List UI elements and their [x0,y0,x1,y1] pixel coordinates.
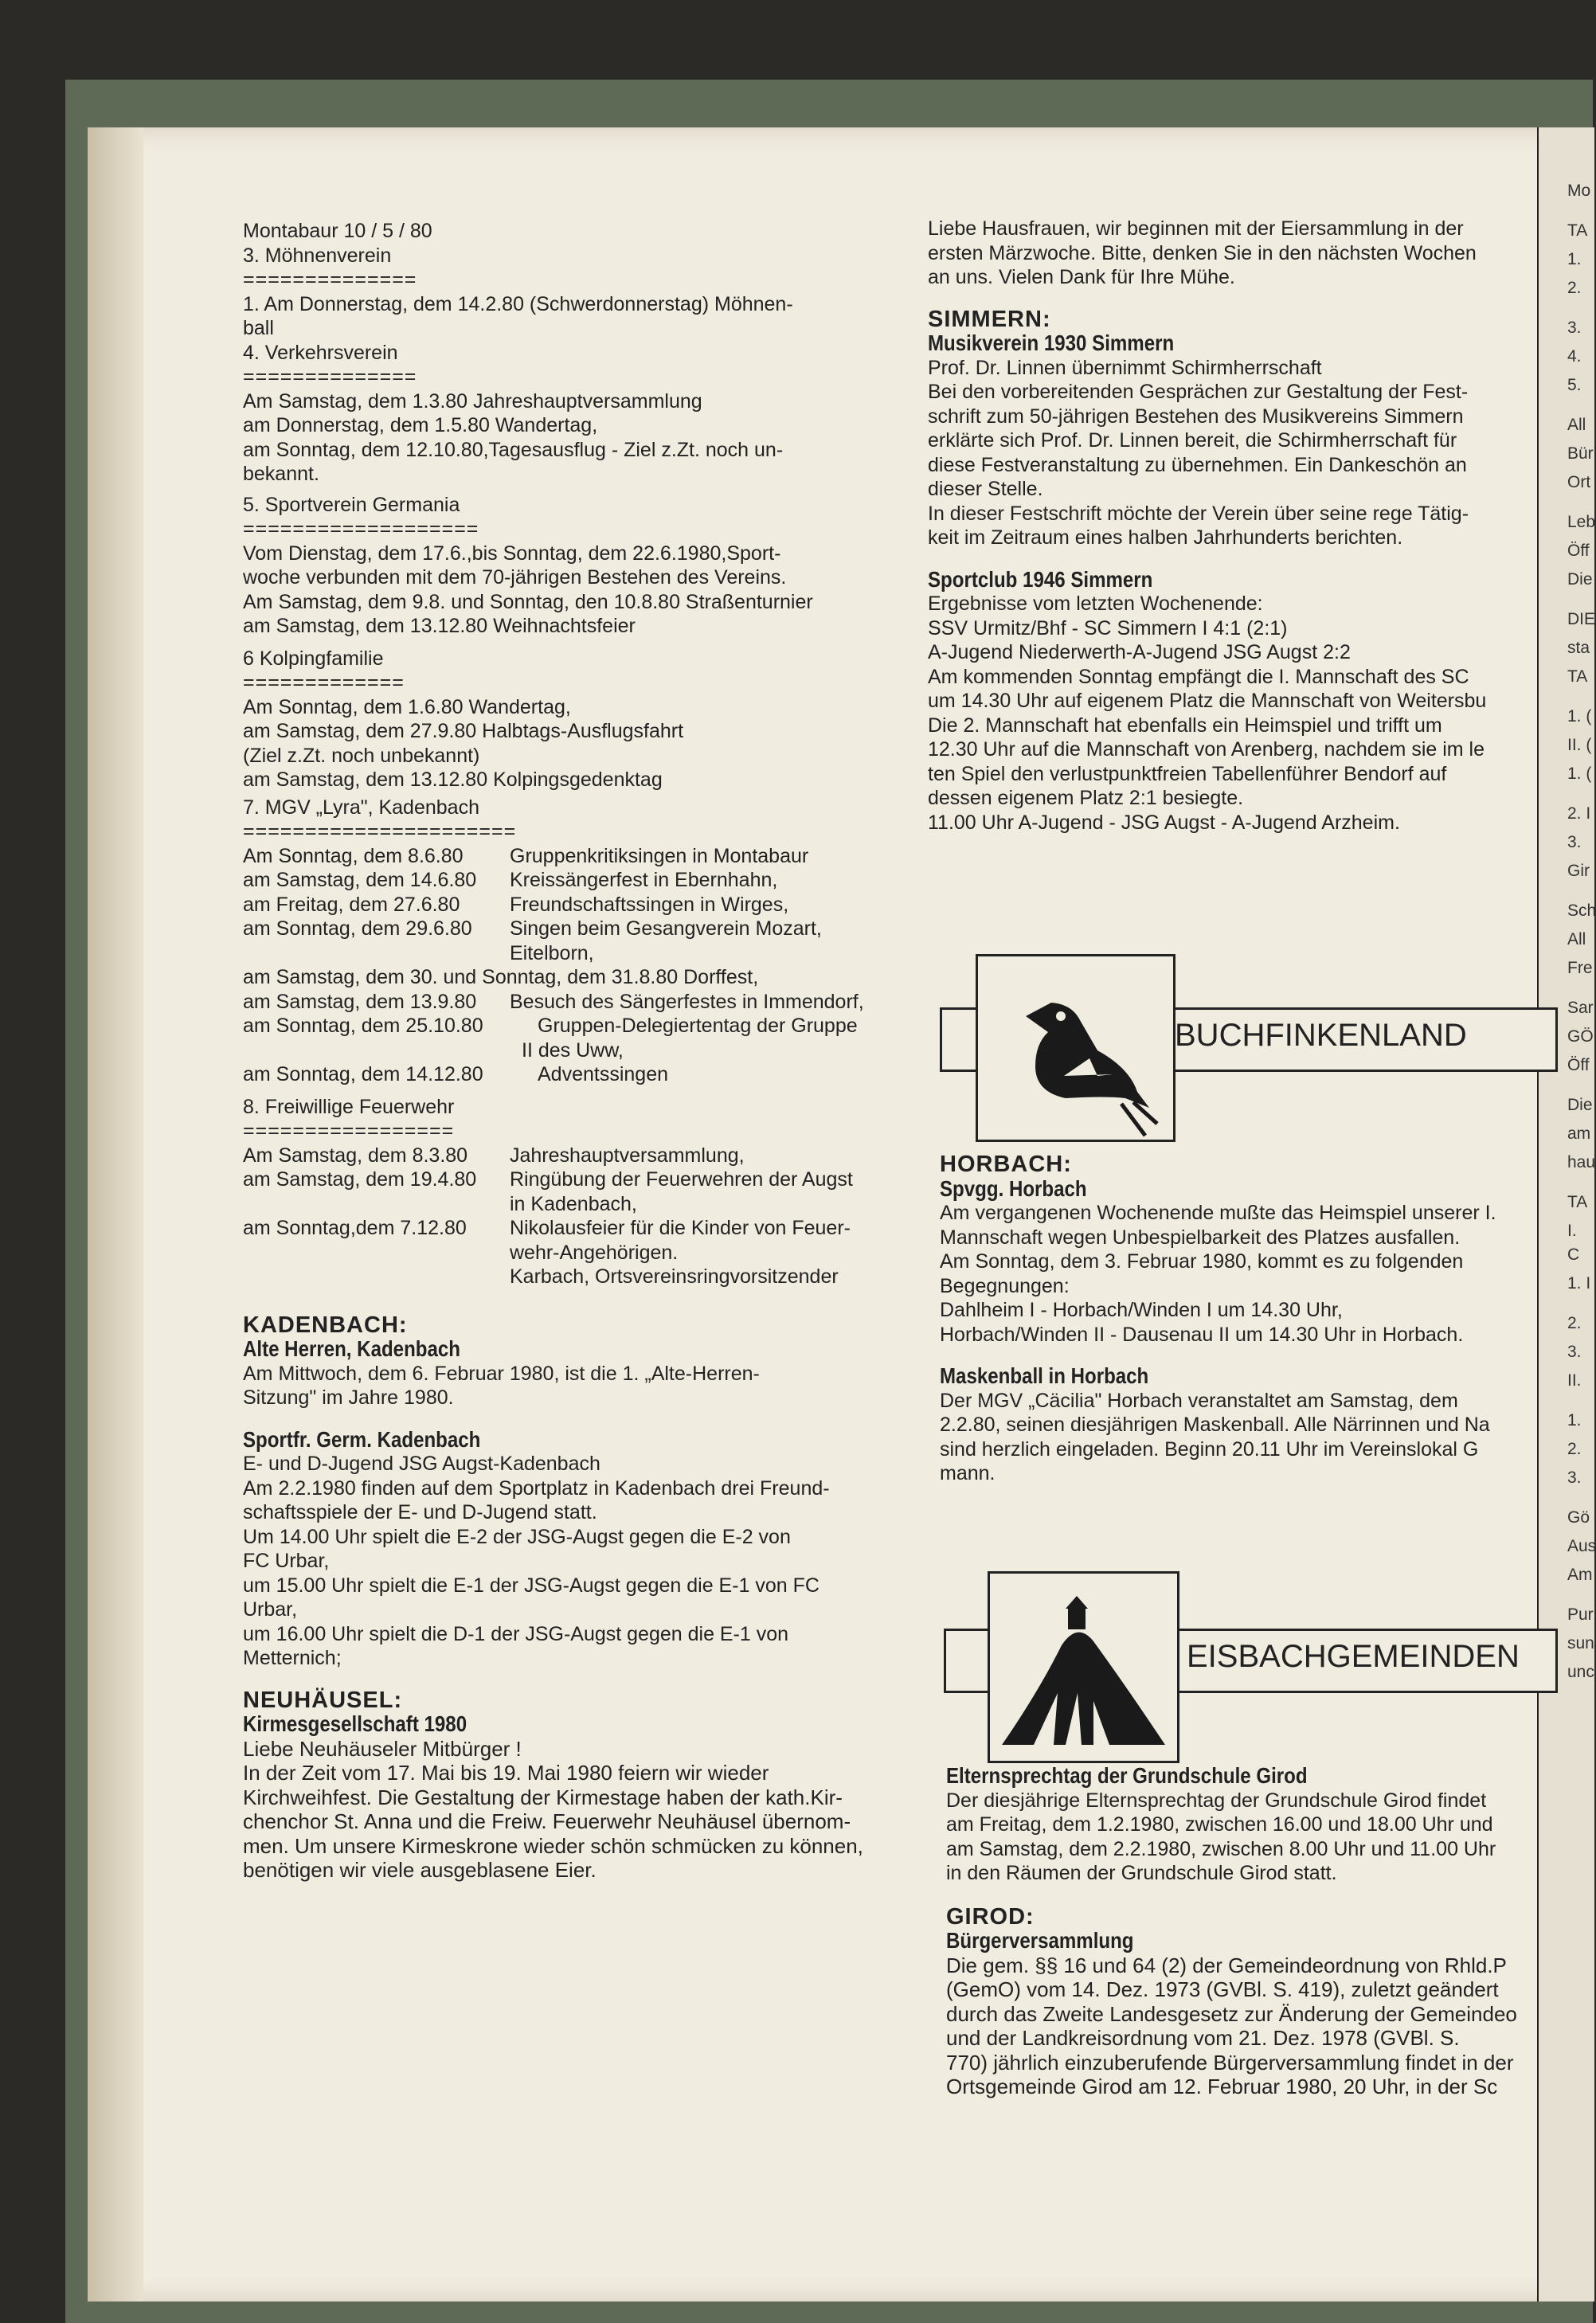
edge-fragment: Die [1567,1096,1593,1114]
section-rule: =================== [243,518,479,540]
row-date: am Samstag, dem 14.6.80 [243,869,477,891]
edge-fragment: Aus [1567,1537,1596,1555]
schedule-row [243,844,936,869]
logo-label: BUCHFINKENLAND [1175,1018,1467,1053]
logo-emblem [988,1571,1179,1763]
article-heading: Alte Herren, Kadenbach [243,1336,460,1361]
edge-fragment: am [1567,1124,1591,1143]
text-line: dieser Stelle. [928,478,1043,500]
section-title: 6 Kolpingfamilie [243,647,384,670]
text-line: durch das Zweite Landesgesetz zur Änderung der Gemeindeo [946,2001,1517,2026]
text-line: ball [243,317,274,339]
left-column [243,219,936,1883]
row-date: Am Sonntag, dem 8.6.80 [243,844,464,867]
section-title: 3. Möhnenverein [243,244,392,267]
row-date [243,1265,510,1289]
text-line: Horbach/Winden II - Dausenau II um 14.30 Uhr in Horbach. [940,1323,1464,1346]
right-column-girod [946,1764,1565,2178]
row-text: Freundschaftssingen in Wirges, [510,893,789,916]
logo-label: EISBACHGEMEINDEN [1187,1639,1520,1674]
edge-fragment: II. [1567,1371,1582,1390]
text-line: am Samstag, dem 2.2.1980, zwischen 8.00 Uhr und 11.00 Uhr [946,1837,1496,1860]
text-line: Bei den vorbereitenden Gesprächen zur Gestaltung der Fest- [928,381,1469,403]
text-line: am Freitag, dem 1.2.1980, zwischen 16.00 und 18.00 Uhr und [946,1813,1493,1836]
row-date: am Freitag, dem 27.6.80 [243,893,460,916]
bird-icon [978,956,1173,1140]
text-line: schaftsspiele der E- und D-Jugend statt. [243,1501,597,1523]
schedule-row [243,893,936,917]
text-line: und der Landkreisordnung vom 21. Dez. 1978 (GVBl. S. [946,2026,1460,2050]
row-text: Kreissängerfest in Ebernhahn, [510,869,778,891]
row-text: Gruppenkritiksingen in Montabaur [510,844,809,867]
text-line: Kirchweihfest. Die Gestaltung der Kirmestage haben der kath.Kir- [243,1785,843,1809]
edge-fragment: Sch [1567,901,1596,920]
text-line: Die gem. §§ 16 und 64 (2) der Gemeindeordnung von Rhld.P [946,1953,1507,1977]
edge-fragment: Fre [1567,959,1593,977]
schedule-row [243,1038,936,1063]
text-line: 2.2.80, seinen diesjährigen Maskenball. Alle Närrinnen und Na [940,1414,1490,1436]
text-line: am Samstag, dem 13.12.80 Kolpingsgedenktag [243,768,663,791]
edge-fragment: Öff [1567,1056,1590,1074]
text-line: um 14.30 Uhr auf eigenem Platz die Mannschaft von Weitersbu [928,690,1487,712]
row-text: Ringübung der Feuerwehren der Augst [510,1168,853,1191]
article-heading: Maskenball in Horbach [940,1363,1149,1388]
text-line: Vom Dienstag, dem 17.6.,bis Sonntag, dem 22.6.1980,Sport- [243,542,781,565]
row-date: am Samstag, dem 13.9.80 [243,990,477,1013]
text-line: Ergebnisse vom letzten Wochenende: [928,592,1263,615]
text-line: ten Spiel den verlustpunktfreien Tabellenführer Bendorf auf [928,762,1447,785]
schedule-row [243,1192,936,1217]
text-line: erklärte sich Prof. Dr. Linnen bereit, die Schirmherrschaft für [928,429,1457,452]
text-line: um 15.00 Uhr spielt die E-1 der JSG-Augst gegen die E-1 von FC [243,1574,820,1597]
text-line: benötigen wir viele ausgeblasene Eier. [243,1858,597,1882]
row-text: Besuch des Sängerfestes in Immendorf, [510,990,864,1013]
edge-fragment: Die [1567,570,1593,589]
text-line: Am Sonntag, dem 3. Februar 1980, kommt es zu folgenden [940,1250,1464,1273]
mountain-chapel-icon [990,1574,1177,1761]
text-line: chenchor St. Anna und die Freiw. Feuerwehr Neuhäusel übernom- [243,1809,851,1833]
logo-emblem [976,954,1175,1142]
article-heading: Musikverein 1930 Simmern [928,330,1175,355]
section-rule: ============== [243,366,417,388]
text-line: dessen eigenem Platz 2:1 besiegte. [928,787,1244,809]
text-line: diese Festveranstaltung zu übernehmen. Ein Dankeschön an [928,453,1467,476]
edge-fragment: 4. [1567,347,1582,366]
schedule-row [243,1216,936,1241]
schedule-row [243,1167,936,1192]
text-line: Sitzung" im Jahre 1980. [243,1386,454,1409]
text-line: Der diesjährige Elternsprechtag der Grundschule Girod findet [946,1789,1487,1812]
schedule-row [243,1014,936,1038]
text-line: Begegnungen: [940,1274,1070,1297]
text-line: Am Sonntag, dem 1.6.80 Wandertag, [243,695,571,718]
row-text: Karbach, Ortsvereinsringvorsitzender [510,1265,839,1288]
edge-fragment: Bür [1567,444,1594,463]
text-line: am Sonntag, dem 12.10.80,Tagesausflug - Ziel z.Zt. noch un- [243,438,784,461]
text-line: (GemO) vom 14. Dez. 1973 (GVBl. S. 419), zuletzt geändert [946,1977,1499,2001]
section-title: 8. Freiwillige Feuerwehr [243,1095,455,1118]
edge-fragment: unc [1567,1663,1594,1681]
row-date: Am Samstag, dem 8.3.80 [243,1144,468,1167]
edge-fragment: Öff [1567,542,1590,560]
edge-fragment: Ort [1567,473,1591,491]
row-date [243,1192,510,1217]
place-heading: NEUHÄUSEL: [243,1687,403,1713]
article-heading: Bürgerversammlung [946,1928,1134,1953]
schedule-row [243,1144,936,1168]
schedule-row [243,868,936,893]
row-date: am Sonntag, dem 14.12.80 [243,1063,483,1085]
row-text: Adventssingen [538,1063,669,1085]
edge-fragment: 3. [1567,319,1582,337]
edge-fragment: 1. ( [1567,765,1592,783]
edge-fragment: hau [1567,1153,1596,1171]
edge-fragment: 2. [1567,1440,1582,1458]
text-line: 12.30 Uhr auf die Mannschaft von Arenberg, nachdem sie im le [928,738,1485,761]
text-line: mann. [940,1462,996,1484]
row-date: am Sonntag, dem 29.6.80 [243,917,472,940]
section-rule: ============== [243,268,417,291]
edge-fragment: DIE [1567,610,1596,628]
edge-fragment: All [1567,930,1586,948]
row-date: am Sonntag, dem 25.10.80 [243,1015,483,1037]
edge-fragment: 5. [1567,376,1582,394]
text-line: an uns. Vielen Dank für Ihre Mühe. [928,266,1235,288]
page-header: Montabaur 10 / 5 / 80 [243,220,432,242]
text-line: In der Zeit vom 17. Mai bis 19. Mai 1980 feiern wir wieder [243,1761,769,1785]
right-column-horbach [940,1152,1565,1486]
text-line: Die 2. Mannschaft hat ebenfalls ein Heimspiel und trifft um [928,714,1442,737]
text-line: Mannschaft wegen Unbespielbarkeit des Platzes ausfallen. [940,1226,1461,1249]
schedule-row [243,917,936,941]
text-line: Urbar, [243,1598,298,1621]
text-line: 11.00 Uhr A-Jugend - JSG Augst - A-Jugend Arzheim. [928,811,1400,834]
edge-fragment: Mo [1567,182,1591,200]
row-text: wehr-Angehörigen. [510,1241,679,1264]
text-line: Dahlheim I - Horbach/Winden I um 14.30 Uhr, [940,1299,1343,1321]
text-line: Am Mittwoch, dem 6. Februar 1980, ist die 1. „Alte-Herren- [243,1362,760,1385]
edge-fragment: 1. ( [1567,707,1592,725]
edge-fragment: 1. [1567,250,1582,268]
article-heading: Sportclub 1946 Simmern [928,566,1153,592]
place-heading: SIMMERN: [928,306,1051,332]
row-date [243,941,510,966]
row-text: Eitelborn, [510,941,594,964]
text-line: SSV Urmitz/Bhf - SC Simmern I 4:1 (2:1) [928,616,1288,639]
row-text: Singen beim Gesangverein Mozart, [510,917,822,940]
article-heading: Sportfr. Germ. Kadenbach [243,1426,481,1452]
edge-fragment: GÖ [1567,1027,1594,1046]
text-line: Am vergangenen Wochenende mußte das Heimspiel unserer I. [940,1202,1496,1224]
section-title: 4. Verkehrsverein [243,341,398,364]
text-line: A-Jugend Niederwerth-A-Jugend JSG Augst 2:2 [928,641,1351,663]
text-line: am Samstag, dem 13.12.80 Weihnachtsfeier [243,615,636,637]
row-date: am Samstag, dem 19.4.80 [243,1168,477,1191]
edge-fragment: 3. [1567,1343,1582,1361]
text-line: schrift zum 50-jährigen Bestehen des Musikvereins Simmern [928,405,1464,428]
text-line: Ortsgemeinde Girod am 12. Februar 1980, 20 Uhr, in der Sc [946,2075,1498,2098]
edge-fragment: 1. I [1567,1274,1591,1293]
text-line: Am kommenden Sonntag empfängt die I. Mannschaft des SC [928,665,1469,688]
edge-fragment: sun [1567,1634,1594,1652]
section-rule: ================= [243,1120,455,1142]
text-line: men. Um unsere Kirmeskrone wieder schön schmücken zu können, [243,1833,863,1858]
text-line: woche verbunden mit dem 70-jährigen Bestehen des Vereins. [243,566,787,589]
edge-fragment: 2. I [1567,804,1591,823]
text-line: keit im Zeitraum eines halben Jahrhunderts berichten. [928,526,1403,549]
text-line: 1. Am Donnerstag, dem 14.2.80 (Schwerdonnerstag) Möhnen- [243,292,793,315]
section-title: 5. Sportverein Germania [243,493,460,516]
section-title: 7. MGV „Lyra", Kadenbach [243,796,479,819]
next-page-fragments [1567,179,1596,1700]
edge-fragment: sta [1567,639,1590,657]
schedule-row [243,941,936,966]
edge-fragment: 2. [1567,279,1582,297]
text-line: um 16.00 Uhr spielt die D-1 der JSG-Augst gegen die E-1 von [243,1622,789,1645]
schedule-row [243,1062,936,1087]
text-line: am Samstag, dem 27.9.80 Halbtags-Ausflugsfahrt [243,720,684,742]
text-line: sind herzlich eingeladen. Beginn 20.11 Uhr im Vereinslokal G [940,1437,1479,1461]
text-line: Prof. Dr. Linnen übernimmt Schirmherrschaft [928,356,1322,379]
schedule-row [243,1265,936,1289]
text-line: (Ziel z.Zt. noch unbekannt) [243,744,480,767]
text-line: FC Urbar, [243,1550,330,1572]
row-text: II des Uww, [522,1038,624,1062]
article-heading: Elternsprechtag der Grundschule Girod [946,1763,1308,1788]
article-heading: Spvgg. Horbach [940,1175,1087,1201]
edge-fragment: Gir [1567,862,1590,880]
edge-fragment: Am [1567,1566,1593,1584]
edge-fragment: 2. [1567,1314,1582,1332]
text-line: E- und D-Jugend JSG Augst-Kadenbach [243,1453,600,1475]
place-heading: HORBACH: [940,1152,1072,1177]
schedule-row [243,1241,936,1265]
edge-fragment: TA [1567,221,1588,240]
edge-fragment: TA [1567,1193,1588,1211]
text-line: Am 2.2.1980 finden auf dem Sportplatz in Kadenbach drei Freund- [243,1476,830,1500]
text-line: Metternich; [243,1647,342,1669]
text-line: am Samstag, dem 30. und Sonntag, dem 31.8.80 Dorffest, [243,966,759,988]
row-date [243,1038,522,1063]
edge-fragment: Leb [1567,513,1596,531]
edge-fragment: All [1567,416,1586,434]
row-text: in Kadenbach, [510,1192,637,1215]
text-line: In dieser Festschrift möchte der Verein über seine rege Tätig- [928,502,1469,525]
text-line: in den Räumen der Grundschule Girod statt. [946,1862,1337,1884]
text-line: am Donnerstag, dem 1.5.80 Wandertag, [243,414,598,436]
text-line: 770) jährlich einzuberufende Bürgerversammlung findet in der [946,2050,1514,2075]
schedule-row [243,990,936,1015]
row-date: am Sonntag,dem 7.12.80 [243,1217,467,1239]
text-line: Liebe Hausfrauen, wir beginnen mit der Eiersammlung in der [928,217,1464,240]
edge-fragment: 3. [1567,1468,1582,1487]
edge-fragment: Sar [1567,999,1594,1017]
text-line: Liebe Neuhäuseler Mitbürger ! [243,1736,522,1761]
edge-fragment: I. C [1567,1222,1580,1264]
article-heading: Kirmesgesellschaft 1980 [243,1711,467,1736]
row-text: Gruppen-Delegiertentag der Gruppe [538,1015,858,1037]
page-edge-shadow [88,127,143,2301]
text-line: Am Samstag, dem 9.8. und Sonntag, den 10.8.80 Straßenturnier [243,590,813,613]
place-heading: GIROD: [946,1903,1035,1930]
text-line: ersten Märzwoche. Bitte, denken Sie in den nächsten Wochen [928,241,1477,264]
text-line: Der MGV „Cäcilia" Horbach veranstaltet am Samstag, dem [940,1389,1458,1412]
row-date [243,1241,510,1265]
section-rule: ====================== [243,820,517,843]
text-line: Um 14.00 Uhr spielt die E-2 der JSG-Augst gegen die E-2 von [243,1525,791,1548]
row-text: Jahreshauptversammlung, [510,1144,745,1167]
edge-fragment: TA [1567,667,1588,686]
edge-fragment: II. ( [1567,736,1592,754]
edge-fragment: 1. [1567,1411,1582,1429]
section-rule: ============= [243,671,405,694]
edge-fragment: 3. [1567,833,1582,851]
row-text: Nikolausfeier für die Kinder von Feuer- [510,1217,851,1239]
place-heading: KADENBACH: [243,1312,408,1338]
edge-fragment: Gö [1567,1508,1590,1527]
text-line: bekannt. [243,463,319,485]
edge-fragment: Pur [1567,1605,1594,1624]
text-line: Am Samstag, dem 1.3.80 Jahreshauptversammlung [243,389,702,413]
